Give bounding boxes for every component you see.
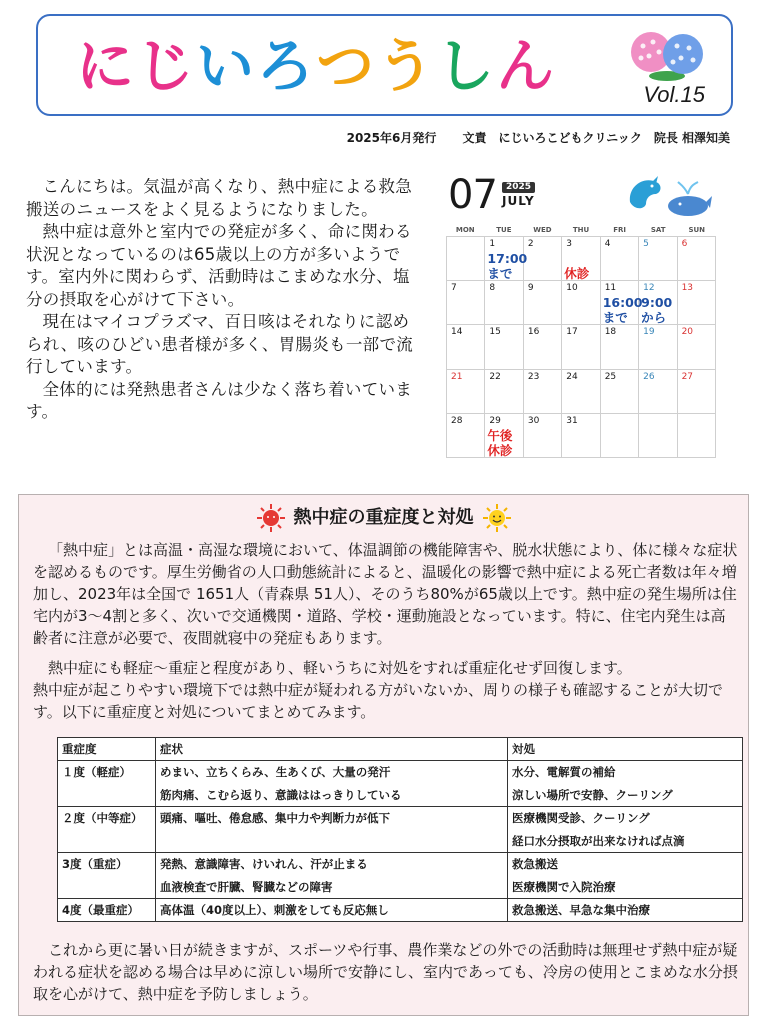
table-header-row: [58, 738, 743, 761]
calendar-day-cell: [485, 237, 528, 281]
calendar-day-number: 12: [643, 283, 655, 294]
greeting-paragraph: 熱中症は意外と室内での発症が多く、命に関わる状況となっているのは65歳以上の方が多いようです。室内外に関わらず、活動時はこまめな水分、塩分の摂取を心がけて下さい。: [26, 222, 412, 309]
calendar-day-note: 休診: [564, 266, 590, 281]
calendar-day-cell: [485, 370, 523, 414]
calendar-day-number: 15: [489, 327, 501, 338]
title-char: つ: [316, 32, 377, 100]
symptom-cell: 発熱、意識障害、けいれん、汗が止まる: [156, 853, 508, 876]
calendar-day-cell: [562, 370, 600, 414]
severity-level: [58, 876, 156, 899]
calendar-grid: [446, 236, 716, 458]
weekday-label: WED: [533, 226, 552, 234]
table-row: [58, 899, 743, 922]
title-char: じ: [136, 32, 197, 100]
title-char: に: [76, 32, 137, 100]
calendar-month-name: JULY: [502, 194, 535, 208]
calendar-day-cell: [562, 281, 600, 325]
calendar-year: 2025: [502, 182, 535, 193]
calendar-day-note: 9:00 から: [641, 295, 673, 326]
weekday-label: TUE: [496, 226, 512, 234]
calendar-day-number: 7: [451, 283, 457, 294]
volume-number: Vol.15: [643, 82, 705, 107]
calendar-day-cell: [678, 325, 716, 369]
calendar-day-cell: [562, 414, 600, 458]
calendar-day-number: 5: [643, 239, 649, 249]
symptom-cell: 頭痛、嘔吐、倦怠感、集中力や判断力が低下: [156, 807, 508, 830]
heatstroke-intro: 「熱中症」とは高温・高湿な環境において、体温調節の機能障害や、脱水状態により、体に様々な症状を認めるものです。厚生労働省の人口動態統計によると、温暖化の影響で熱中症による死亡者数は年々増加し、2023年は全国で 1651人（青森県 51人）、そのうち80%が65歳以上です。熱中症の発生場所は住宅内が3〜4割と多く、次いで交通機関・道路、学校・運動施設となっています。特に、住宅内発生は高齢者に注意が必要で、夜間就寝中の発症もあります。: [33, 541, 738, 647]
calendar-day-cell: [447, 325, 485, 369]
symptom-cell: めまい、立ちくらみ、生あくび、大量の発汗: [156, 761, 508, 784]
title-char: ん: [496, 32, 557, 100]
calendar-day-cell: [524, 370, 562, 414]
calendar-day-number: 14: [451, 327, 463, 338]
calendar-day-cell: [524, 281, 562, 325]
calendar-day-cell: [447, 237, 485, 281]
severity-level: ２度（中等症）: [58, 807, 156, 830]
calendar-day-cell: [447, 414, 485, 458]
table-header: 重症度: [58, 738, 156, 761]
smiling-sun-icon: [482, 503, 512, 533]
calendar-day-number: 9: [527, 283, 534, 294]
severity-level: 3度（重症）: [58, 853, 156, 876]
table-row: [58, 876, 743, 899]
calendar-day-cell: [485, 414, 523, 458]
table-row: [58, 784, 743, 807]
calendar-day-cell: [562, 325, 600, 369]
calendar-day-cell: [678, 237, 716, 281]
calendar-day-number: 25: [604, 371, 617, 382]
calendar-day-note: 17:00 まで: [487, 251, 528, 281]
severity-level: [58, 830, 156, 853]
calendar-day-cell: [485, 325, 523, 369]
symptom-cell: 血液検査で肝臓、腎臓などの障害: [156, 876, 508, 899]
calendar-day-number: 26: [643, 371, 655, 382]
calendar-day-cell: [562, 237, 600, 281]
calendar-day-cell: [447, 370, 485, 414]
calendar-day-cell: [639, 281, 677, 325]
calendar-day-number: 24: [566, 371, 578, 382]
calendar-day-number: 30: [527, 415, 540, 426]
symptom-cell: 高体温（40度以上）、刺激をしても反応無し: [156, 899, 508, 922]
greeting-paragraph: こんにちは。気温が高くなり、熱中症による救急搬送のニュースをよく見るようになりました。: [26, 177, 413, 219]
calendar-day-cell: [601, 414, 639, 458]
weekday-label: THU: [572, 226, 590, 234]
calendar-day-cell: [639, 237, 677, 281]
table-row: [58, 853, 743, 876]
calendar-day-number: 21: [451, 371, 463, 382]
calendar-day-number: 23: [527, 371, 540, 382]
calendar-day-note: 16:00 まで: [602, 295, 643, 326]
calendar-day-note: 午後 休診: [487, 427, 513, 458]
severity-level: [58, 784, 156, 807]
greeting-paragraph: 現在はマイコプラズマ、百日咳はそれなりに認められ、咳のひどい患者様が多く、胃腸炎も一部で流行しています。: [26, 312, 414, 376]
treatment-cell: 水分、電解質の補給: [508, 761, 743, 784]
treatment-cell: 救急搬送: [508, 853, 743, 876]
calendar-day-cell: [447, 281, 485, 325]
treatment-cell: 医療機関受診、クーリング: [508, 807, 743, 830]
calendar-day-number: 11: [604, 283, 617, 294]
calendar-day-number: 27: [681, 371, 694, 382]
hydrangea-icon: [627, 26, 707, 82]
calendar-day-cell: [601, 370, 639, 414]
calendar-day-number: 16: [527, 327, 540, 338]
calendar-day-number: 1: [489, 239, 496, 249]
calendar-day-number: 18: [604, 327, 617, 338]
calendar-day-number: 13: [681, 283, 694, 294]
symptom-cell: [156, 830, 508, 853]
calendar-day-cell: [524, 414, 562, 458]
treatment-cell: 経口水分摂取が出来なければ点滴: [508, 830, 743, 853]
treatment-cell: 涼しい場所で安静、クーリング: [508, 784, 743, 807]
calendar: [446, 170, 716, 460]
severity-level: １度（軽症）: [58, 761, 156, 784]
calendar-day-cell: [601, 325, 639, 369]
calendar-day-number: 4: [604, 239, 611, 249]
heatstroke-title-row: [19, 503, 748, 533]
calendar-day-cell: [601, 281, 643, 326]
calendar-month-number: 07: [448, 172, 497, 218]
calendar-day-cell: [601, 237, 639, 281]
calendar-day-number: 17: [566, 327, 578, 338]
calendar-day-number: 6: [681, 239, 688, 249]
calendar-day-cell: [678, 414, 716, 458]
calendar-day-number: 20: [681, 327, 694, 338]
publication-line: [0, 129, 730, 146]
heatstroke-severity-intro: 熱中症にも軽症〜重症と程度があり、軽いうちに対処をすれば重症化せず回復します。 熱中症が起こりやすい環境下では熱中症が疑われる方がいないか、周りの様子も確認することが大切です。以下に重症度と対処についてまとめてみます。: [33, 659, 724, 721]
title-char: ろ: [256, 32, 317, 100]
calendar-day-cell: [639, 370, 677, 414]
treatment-cell: 救急搬送、早急な集中治療: [508, 899, 743, 922]
calendar-weekday-header: [446, 226, 716, 234]
calendar-day-number: 8: [489, 283, 496, 294]
title-char: い: [196, 32, 257, 100]
calendar-day-cell: [639, 325, 677, 369]
calendar-day-number: 10: [566, 283, 578, 294]
severity-table: [57, 737, 743, 922]
calendar-day-number: 19: [643, 327, 655, 338]
weekday-label: FRI: [613, 226, 626, 234]
calendar-day-number: 28: [451, 415, 463, 426]
calendar-day-number: 22: [489, 371, 501, 382]
newsletter-banner: [36, 14, 733, 116]
dolphin-whale-icon: [622, 172, 712, 218]
title-char: う: [376, 32, 437, 100]
weekday-label: SUN: [688, 226, 706, 234]
publication-author: 文責 にじいろこどもクリニック 院長 相澤知美: [462, 131, 730, 145]
heatstroke-section: [18, 494, 749, 1016]
calendar-day-cell: [524, 237, 562, 281]
calendar-day-cell: [639, 414, 677, 458]
heatstroke-title: 熱中症の重症度と対処: [293, 507, 474, 528]
heatstroke-closing: これから更に暑い日が続きますが、スポーツや行事、農作業などの外での活動時は無理せず熱中症が疑われる症状を認める場合は早めに涼しい場所で安静にし、室内であっても、冷房の使用とこまめな水分摂取を心がけて、熱中症を予防しましょう。: [33, 941, 738, 1003]
greeting-paragraph: 全体的には発熱患者さんは少なく落ち着いています。: [26, 379, 413, 421]
title-char: し: [436, 32, 497, 100]
publication-date: 2025年6月発行: [346, 131, 437, 145]
red-sun-icon: [256, 503, 286, 533]
calendar-day-number: 31: [566, 415, 578, 426]
severity-level: 4度（最重症）: [58, 899, 156, 922]
symptom-cell: 筋肉痛、こむら返り、意識ははっきりしている: [156, 784, 508, 807]
calendar-day-cell: [485, 281, 523, 325]
calendar-day-number: 2: [527, 239, 534, 249]
table-row: [58, 807, 743, 830]
calendar-day-number: 3: [566, 239, 573, 249]
greeting-text: [26, 176, 416, 424]
treatment-cell: 医療機関で入院治療: [508, 876, 743, 899]
table-row: [58, 830, 743, 853]
calendar-day-cell: [678, 370, 716, 414]
newsletter-title: [76, 26, 556, 106]
calendar-day-cell: [678, 281, 716, 325]
calendar-day-number: 29: [489, 415, 501, 426]
calendar-day-cell: [524, 325, 562, 369]
weekday-label: SAT: [650, 226, 666, 234]
table-row: [58, 761, 743, 784]
weekday-label: MON: [455, 226, 475, 234]
table-header: 対処: [508, 738, 743, 761]
table-header: 症状: [156, 738, 508, 761]
